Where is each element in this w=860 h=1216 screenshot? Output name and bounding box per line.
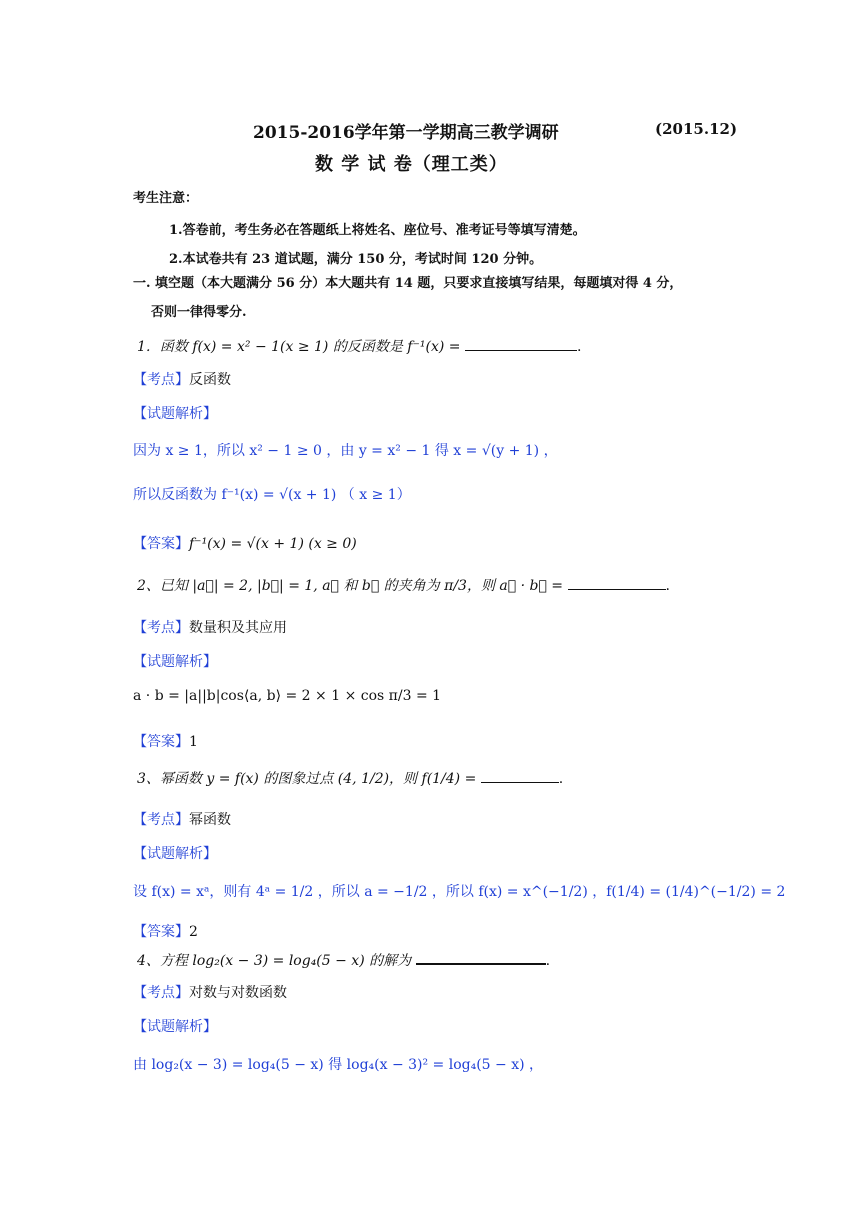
question-1-end: . [576,339,582,355]
question-2-stem [137,575,670,595]
question-3-text: 3、幂函数 y = f(x) 的图象过点 (4, 1/2)，则 f(1/4) = [137,771,477,787]
notice-item-1: 1.答卷前，考生务必在答题纸上将姓名、座位号、准考证号等填写清楚。 [169,223,586,238]
section-heading-line2: 否则一律得零分. [151,305,247,320]
question-1-text: 1．函数 f(x) = x² − 1(x ≥ 1) 的反函数是 f⁻¹(x) = [137,339,461,355]
question-3-solution-line-1: 设 f(x) = xᵃ，则有 4ᵃ = 1/2 ，所以 a = −1/2 ，所以 f(x) = x^(−1/2) ，f(1/4) = (1/4)^(−1/2) = 2 [133,884,786,900]
answer-text: f⁻¹(x) = √(x + 1) (x ≥ 0) [189,536,357,552]
section-heading-line1: 一. 填空题（本大题满分 56 分）本大题共有 14 题，只要求直接填写结果，每题填对得 4 分， [133,276,683,291]
solution-label: 试题解析 [147,1019,203,1035]
question-4-topic: 【考点】对数与对数函数 [133,985,287,1001]
question-2-solution-label: 【试题解析】 [133,654,217,670]
notice-item-2: 2.本试卷共有 23 道试题，满分 150 分，考试时间 120 分钟。 [169,252,543,267]
question-2-text: 2、已知 |a⃗| = 2, |b⃗| = 1, a⃗ 和 b⃗ 的夹角为 π/3，则 a⃗ · b⃗ = [137,578,564,594]
topic-text: 数量积及其应用 [189,620,287,636]
topic-text: 反函数 [189,372,231,388]
answer-blank [416,963,546,965]
topic-label: 考点 [147,812,175,828]
solution-label: 试题解析 [147,406,203,422]
question-2-topic: 【考点】数量积及其应用 [133,620,287,636]
topic-label: 考点 [147,372,175,388]
answer-label: 答案 [147,734,175,750]
question-3-solution-label: 【试题解析】 [133,846,217,862]
question-4-text: 4、方程 log₂(x − 3) = log₄(5 − x) 的解为 [137,953,412,969]
exam-title: 2015-2016学年第一学期高三教学调研 [253,123,559,143]
question-4-solution-line-1: 由 log₂(x − 3) = log₄(5 − x) 得 log₄(x − 3)² = log₄(5 − x) ， [133,1057,544,1073]
question-1-solution-line-2: 所以反函数为 f⁻¹(x) = √(x + 1) （ x ≥ 1） [133,487,411,503]
answer-text: 2 [189,924,198,940]
exam-date: (2015.12) [655,120,738,138]
question-1-solution-line-1: 因为 x ≥ 1，所以 x² − 1 ≥ 0 ，由 y = x² − 1 得 x = √(y + 1) ， [133,443,558,459]
question-2-solution-line-1: a · b = |a||b|cos⟨a, b⟩ = 2 × 1 × cos π/3 = 1 [133,688,442,704]
topic-label: 考点 [147,620,175,636]
question-1-stem [137,336,581,356]
answer-label: 答案 [147,536,175,552]
question-1-answer: 【答案】f⁻¹(x) = √(x + 1) (x ≥ 0) [133,536,357,552]
topic-label: 考点 [147,985,175,1001]
question-3-stem [137,768,563,788]
answer-text: 1 [189,734,198,750]
exam-subtitle: 数 学 试 卷（理工类） [315,154,508,175]
solution-label: 试题解析 [147,846,203,862]
question-4-solution-label: 【试题解析】 [133,1019,217,1035]
question-3-answer: 【答案】2 [133,924,198,940]
question-2-answer: 【答案】1 [133,734,198,750]
answer-blank [568,589,666,590]
answer-label: 答案 [147,924,175,940]
question-3-end: . [558,771,564,787]
notice-label: 考生注意： [133,191,199,206]
question-4-end: . [545,953,551,969]
question-3-topic: 【考点】幂函数 [133,812,231,828]
answer-blank [481,782,559,783]
answer-blank [465,350,577,351]
question-2-end: . [665,578,670,594]
topic-text: 幂函数 [189,812,231,828]
solution-label: 试题解析 [147,654,203,670]
topic-text: 对数与对数函数 [189,985,287,1001]
question-4-stem [137,950,550,970]
question-1-solution-label: 【试题解析】 [133,406,217,422]
question-1-topic: 【考点】反函数 [133,372,231,388]
